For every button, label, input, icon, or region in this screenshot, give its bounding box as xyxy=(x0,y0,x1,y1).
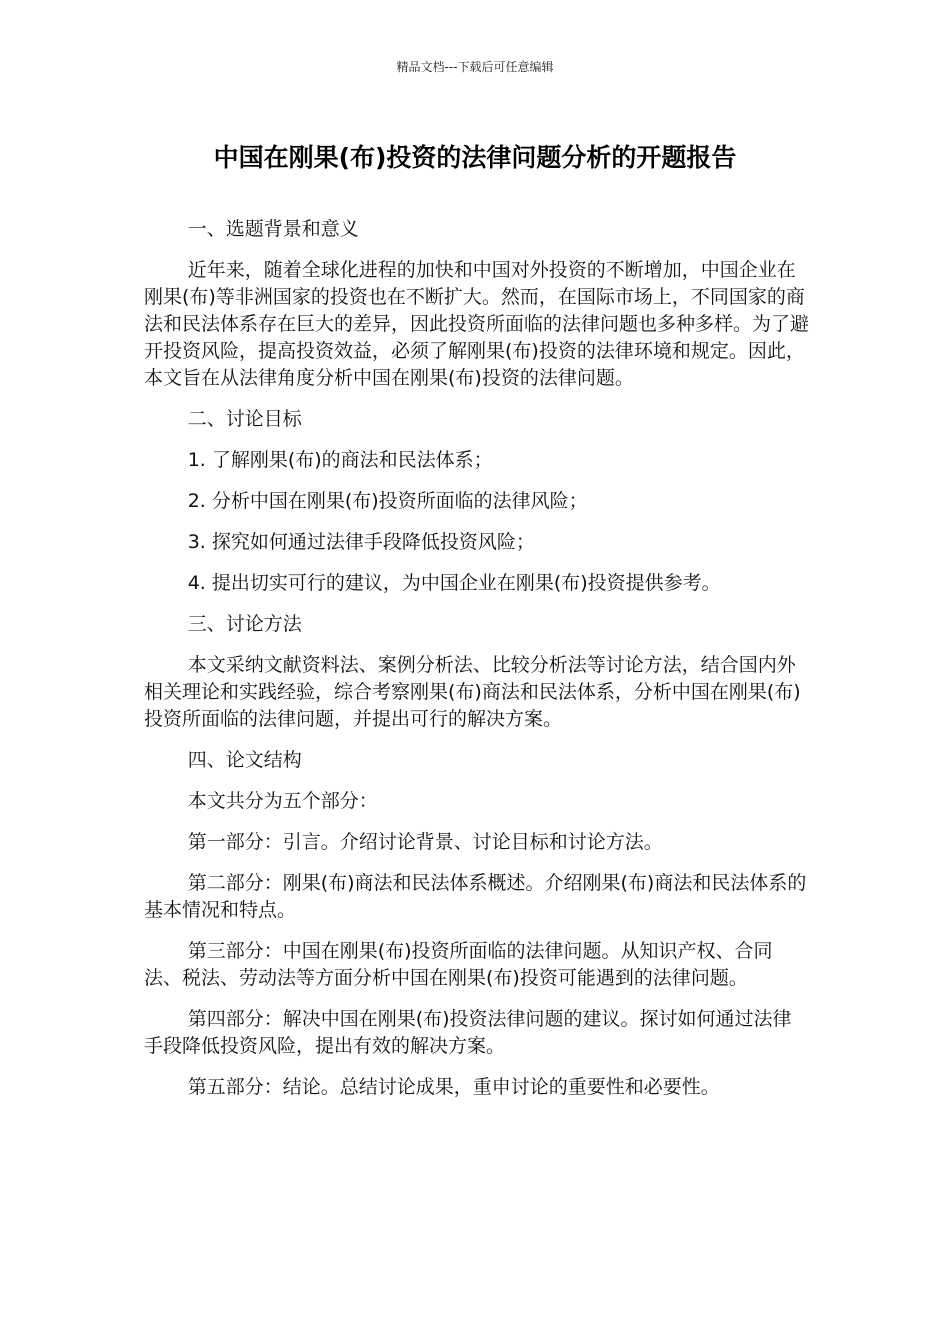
goal-item: 2. 分析中国在刚果(布)投资所面临的法律风险； xyxy=(187,490,588,512)
document-body xyxy=(144,216,810,1115)
structure-part: 第一部分：引言。介绍讨论背景、讨论目标和讨论方法。 xyxy=(187,831,663,853)
goal-item: 1. 了解刚果(布)的商法和民法体系； xyxy=(187,449,493,471)
header-note: 精品文档---下载后可任意编辑 xyxy=(396,60,554,74)
goal-item: 4. 提出切实可行的建议，为中国企业在刚果(布)投资提供参考。 xyxy=(187,572,721,594)
goal-item: 3. 探究如何通过法律手段降低投资风险； xyxy=(187,531,535,553)
structure-part: 第二部分：刚果(布)商法和民法体系概述。介绍刚果(布)商法和民法体系的基本情况和特点。 xyxy=(144,872,807,921)
document-title: 中国在刚果(布)投资的法律问题分析的开题报告 xyxy=(213,143,737,172)
paragraph-structure-intro: 本文共分为五个部分： xyxy=(187,790,378,812)
paragraph-background: 近年来，随着全球化进程的加快和中国对外投资的不断增加，中国企业在刚果(布)等非洲国家的投资也在不断扩大。然而，在国际市场上，不同国家的商法和民法体系存在巨大的差异，因此投资所面临的法律问题也多种多样。为了避开投资风险，提高投资效益，必须了解刚果(布)投资的法律环境和规定。因此，本文旨在从法律角度分析中国在刚果(布)投资的法律问题。 xyxy=(144,259,810,389)
section-heading-background: 一、选题背景和意义 xyxy=(187,218,359,240)
structure-part: 第五部分：结论。总结讨论成果，重申讨论的重要性和必要性。 xyxy=(187,1076,720,1098)
section-heading-methods: 三、讨论方法 xyxy=(187,613,302,635)
paragraph-methods: 本文采纳文献资料法、案例分析法、比较分析法等讨论方法，结合国内外相关理论和实践经验，综合考察刚果(布)商法和民法体系，分析中国在刚果(布)投资所面临的法律问题，并提出可行的解决方案。 xyxy=(144,654,801,730)
section-heading-structure: 四、论文结构 xyxy=(187,749,302,771)
structure-part: 第三部分：中国在刚果(布)投资所面临的法律问题。从知识产权、合同法、税法、劳动法等方面分析中国在刚果(布)投资可能遇到的法律问题。 xyxy=(144,940,773,989)
structure-part: 第四部分：解决中国在刚果(布)投资法律问题的建议。探讨如何通过法律手段降低投资风险，提出有效的解决方案。 xyxy=(144,1008,792,1057)
section-heading-goals: 二、讨论目标 xyxy=(187,408,302,430)
